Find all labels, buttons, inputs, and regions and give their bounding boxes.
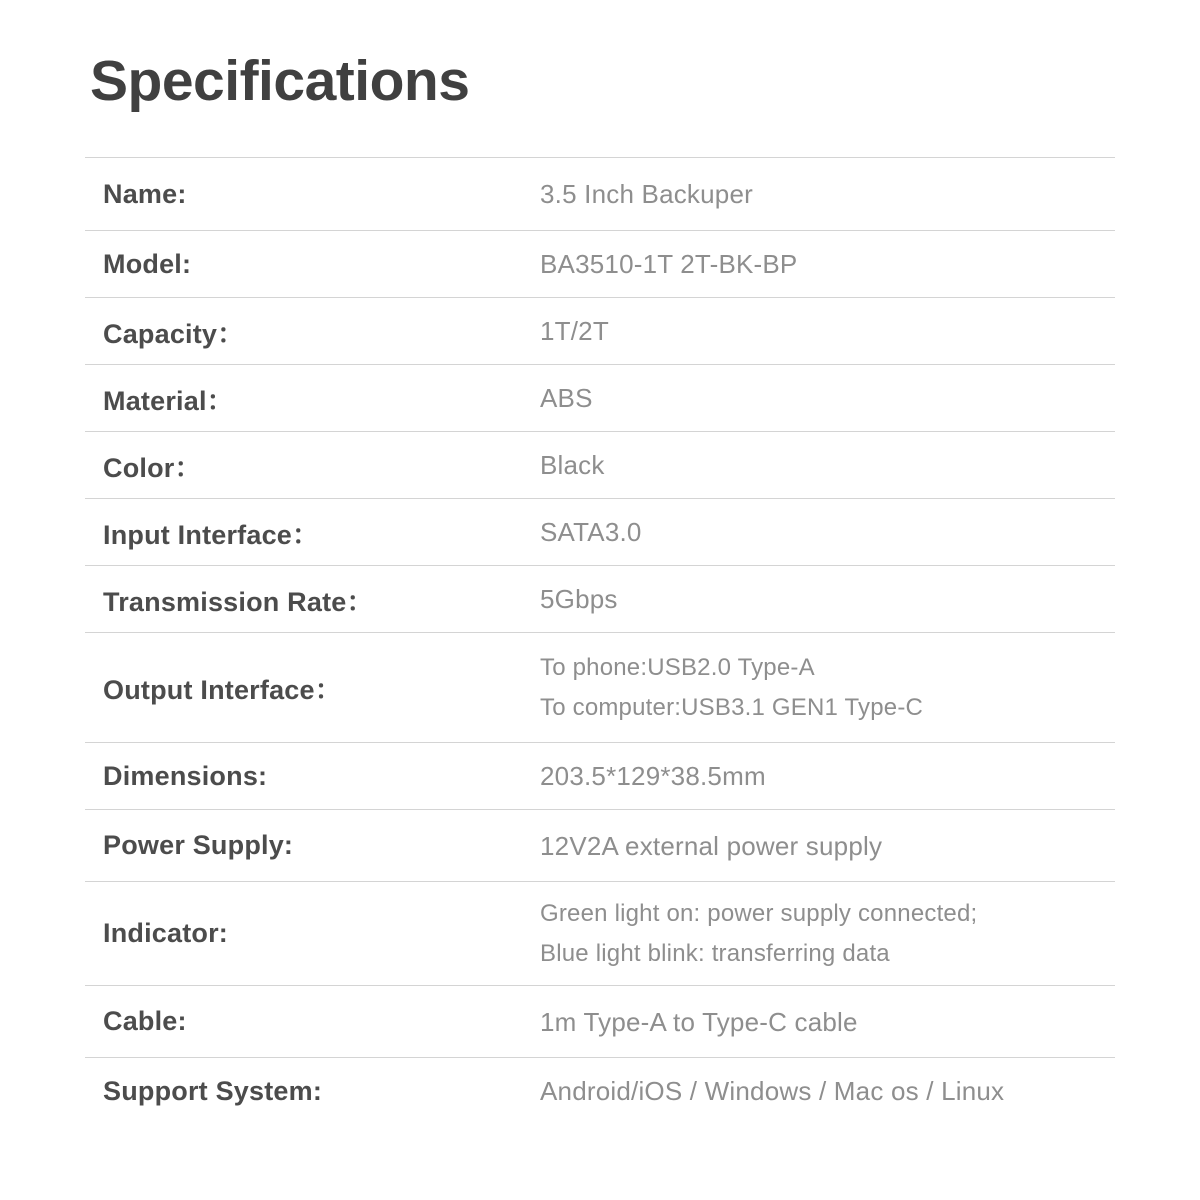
spec-value: [540, 381, 1115, 415]
spec-value-line: BA3510-1T 2T-BK-BP: [540, 249, 798, 279]
spec-value-line: 3.5 Inch Backuper: [540, 179, 753, 209]
table-row-input-interface: [85, 498, 1115, 565]
spec-value: [540, 1005, 1115, 1039]
spec-value: [540, 314, 1115, 348]
spec-value-line: SATA3.0: [540, 517, 642, 547]
spec-value: [540, 448, 1115, 482]
spec-label: Transmission Rate：: [103, 586, 374, 617]
spec-value: [540, 894, 1115, 974]
spec-value: [540, 648, 1115, 728]
spec-value: [540, 582, 1115, 616]
table-row-model: [85, 230, 1115, 297]
spec-label: Output Interface：: [103, 675, 342, 705]
spec-label: Dimensions:: [103, 760, 268, 791]
spec-label: Input Interface：: [103, 519, 320, 550]
spec-value-line: To computer:USB3.1 GEN1 Type-C: [540, 693, 924, 721]
spec-label: Cable:: [103, 1006, 187, 1036]
spec-value-line: Black: [540, 450, 605, 480]
spec-value: [540, 829, 1115, 863]
table-row-power-supply: [85, 809, 1115, 881]
spec-value-line: 1T/2T: [540, 316, 609, 346]
specifications-table: [85, 157, 1115, 1124]
spec-value-line: Android/iOS / Windows / Mac os / Linux: [540, 1076, 1005, 1106]
table-row-transmission-rate: [85, 565, 1115, 632]
table-row-indicator: [85, 881, 1115, 985]
spec-value-line: Green light on: power supply connected;: [540, 899, 978, 927]
spec-value: [540, 177, 1115, 211]
table-row-support-system: [85, 1057, 1115, 1124]
spec-value: [540, 1074, 1115, 1108]
table-row-name: [85, 157, 1115, 230]
spec-value-line: Blue light blink: transferring data: [540, 939, 890, 967]
spec-label: Power Supply:: [103, 830, 294, 860]
spec-value-line: ABS: [540, 383, 593, 413]
spec-value-line: 1m Type-A to Type-C cable: [540, 1006, 858, 1037]
table-row-output-interface: [85, 632, 1115, 742]
table-row-color: [85, 431, 1115, 498]
spec-value-line: To phone:USB2.0 Type-A: [540, 653, 815, 681]
table-row-material: [85, 364, 1115, 431]
spec-label: Color：: [103, 452, 202, 483]
spec-value-line: 5Gbps: [540, 584, 618, 614]
table-row-dimensions: [85, 742, 1115, 809]
spec-label: Model:: [103, 248, 192, 279]
spec-value-line: 12V2A external power supply: [540, 830, 883, 861]
spec-value: [540, 759, 1115, 793]
spec-value-line: 203.5*129*38.5mm: [540, 761, 766, 791]
spec-label: Name:: [103, 178, 187, 209]
spec-value: [540, 515, 1115, 549]
spec-label: Capacity：: [103, 318, 245, 349]
spec-label: Indicator:: [103, 918, 229, 948]
table-row-capacity: [85, 297, 1115, 364]
page-title: Specifications: [90, 49, 470, 113]
spec-value: [540, 247, 1115, 281]
table-row-cable: [85, 985, 1115, 1057]
spec-label: Support System:: [103, 1075, 323, 1106]
spec-label: Material：: [103, 385, 234, 416]
